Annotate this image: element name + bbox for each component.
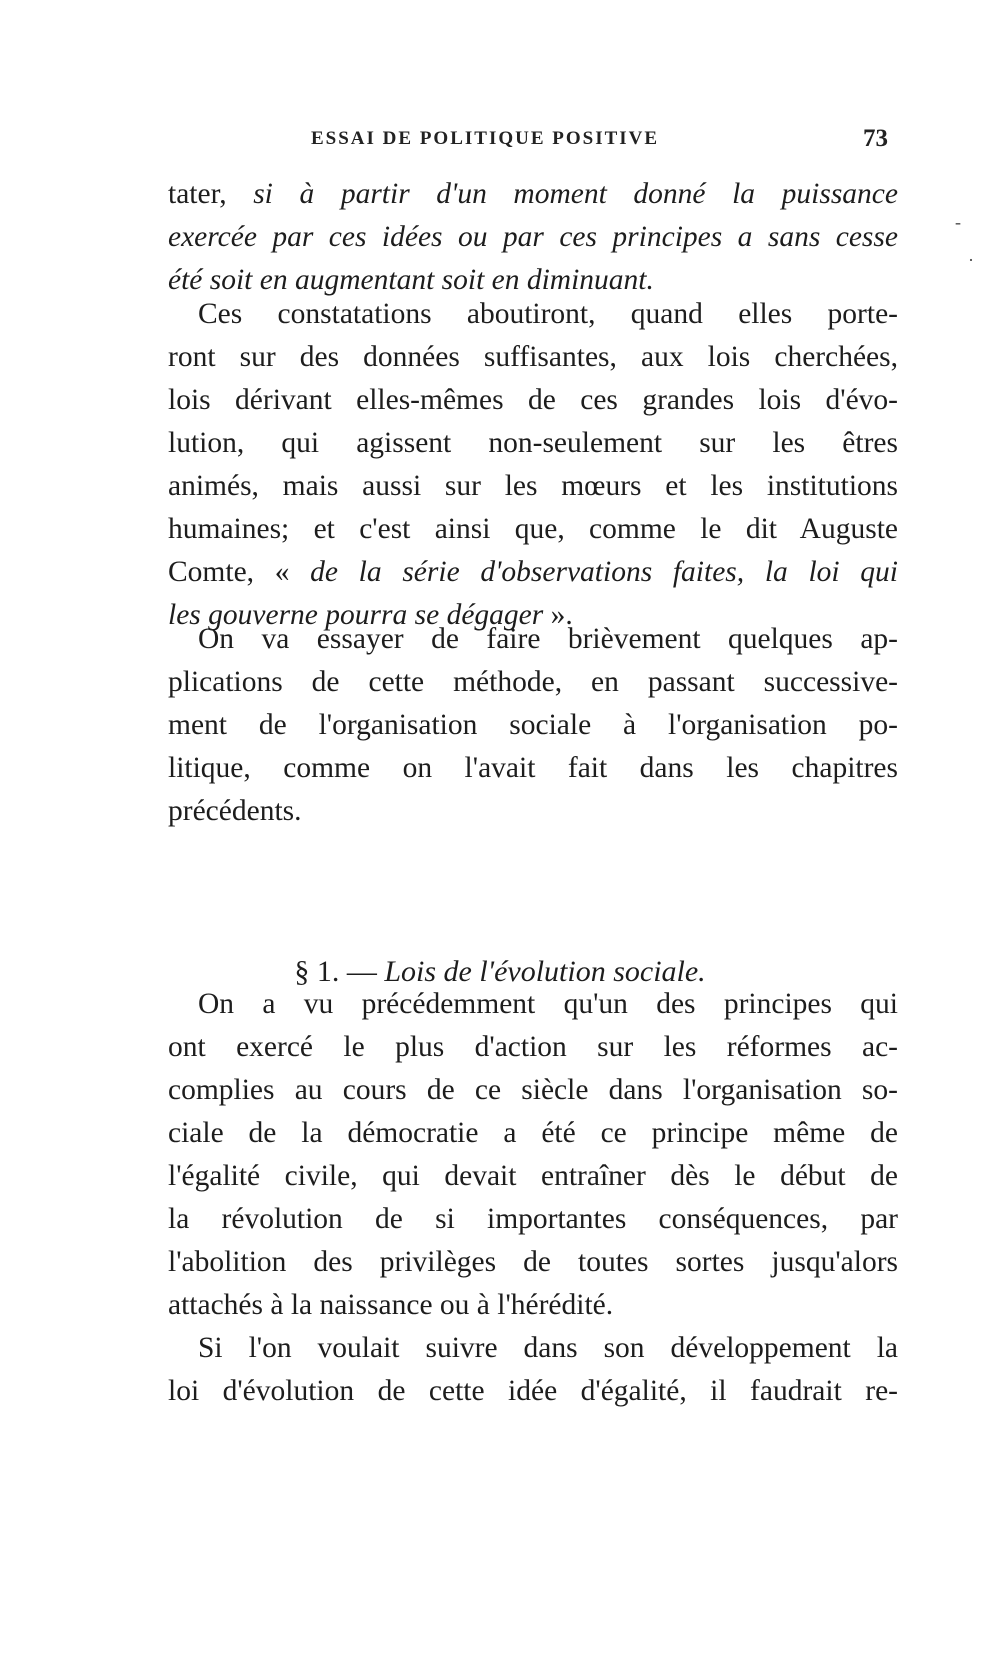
running-title: ESSAI DE POLITIQUE POSITIVE [311, 128, 660, 149]
paragraph-egalite [168, 983, 898, 1327]
text-line: lois dérivant elles-mêmes de ces grandes lois d'évo- [168, 384, 898, 416]
section-number: § 1. — [294, 955, 385, 988]
text-line: attachés à la naissance ou à l'hérédité. [168, 1289, 614, 1321]
text-line: Comte, « de la série d'observations faites, la loi qui [168, 556, 898, 588]
text-line: humaines; et c'est ainsi que, comme le dit Auguste [168, 513, 898, 545]
text-line: ciale de la démocratie a été ce principe même de [168, 1117, 898, 1149]
paragraph-evolution [168, 1327, 898, 1413]
page-number: 73 [863, 125, 888, 152]
text-line: lution, qui agissent non-seulement sur les êtres [168, 427, 898, 459]
text-line: exercée par ces idées ou par ces principes a sans cesse [168, 221, 898, 253]
text-line: On va essayer de faire brièvement quelques ap- [198, 623, 898, 655]
running-head [0, 125, 1000, 158]
text-line: Si l'on voulait suivre dans son développement la [198, 1332, 898, 1364]
text-line: ont exercé le plus d'action sur les réformes ac- [168, 1031, 898, 1063]
text-line: été soit en augmentant soit en diminuant. [168, 264, 654, 296]
text-line: l'égalité civile, qui devait entraîner dès le début de [168, 1160, 898, 1192]
margin-speck: · [968, 250, 974, 270]
paragraph-continuation [168, 173, 898, 302]
text-line: loi d'évolution de cette idée d'égalité, il faudrait re- [168, 1375, 898, 1407]
text-line: Ces constatations aboutiront, quand elles porte- [198, 298, 898, 330]
text-line: On a vu précédemment qu'un des principes qui [198, 988, 898, 1020]
text-line: précédents. [168, 795, 302, 827]
paragraph-constatations [168, 293, 898, 637]
text-line: animés, mais aussi sur les mœurs et les institutions [168, 470, 898, 502]
text-line: litique, comme on l'avait fait dans les chapitres [168, 752, 898, 784]
text-line: ront sur des données suffisantes, aux lois cherchées, [168, 341, 898, 373]
text-line: plications de cette méthode, en passant successive- [168, 666, 898, 698]
text-line: l'abolition des privilèges de toutes sortes jusqu'alors [168, 1246, 898, 1278]
text-line: la révolution de si importantes conséquences, par [168, 1203, 898, 1235]
text-line: les gouverne pourra se dégager ». [168, 599, 573, 631]
margin-speck: - [955, 212, 961, 232]
text-line: complies au cours de ce siècle dans l'organisation so- [168, 1074, 898, 1106]
section-title: Lois de l'évolution sociale. [384, 955, 706, 988]
paragraph-methode [168, 618, 898, 833]
text-line: tater, si à partir d'un moment donné la puissance [168, 178, 898, 210]
text-line: ment de l'organisation sociale à l'organisation po- [168, 709, 898, 741]
